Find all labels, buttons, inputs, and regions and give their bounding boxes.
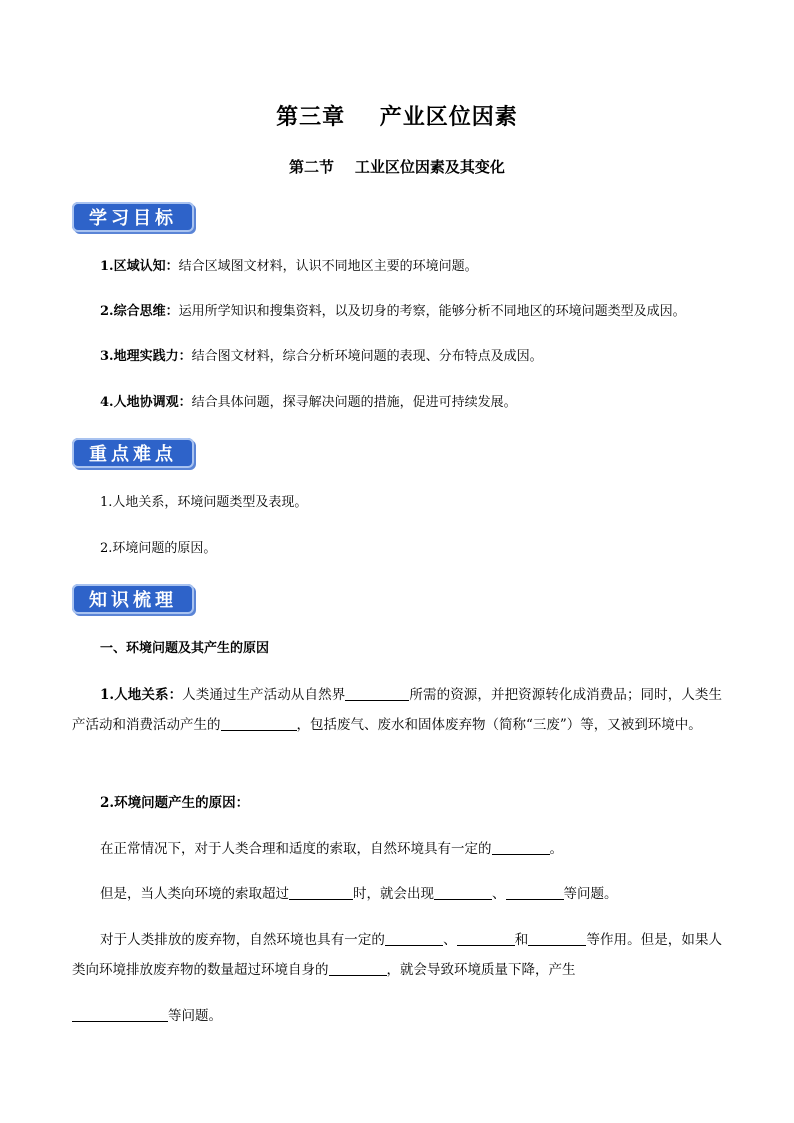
banner-key-points: 重点难点 xyxy=(72,438,194,468)
p2-text-c: 、 xyxy=(492,886,506,902)
knowledge-item-1 xyxy=(72,680,722,740)
p2-text-b: 时，就会出现 xyxy=(353,886,434,902)
goal-text: 结合图文材料，综合分析环境问题的表现、分布特点及成因。 xyxy=(191,349,543,364)
goal-text: 运用所学知识和搜集资料，以及切身的考察，能够分析不同地区的环境问题类型及成因。 xyxy=(178,304,686,319)
fill-blank[interactable] xyxy=(492,840,550,855)
fill-blank[interactable] xyxy=(221,716,297,731)
banner-knowledge: 知识梳理 xyxy=(72,584,194,614)
goal-label: 1.区域认知： xyxy=(100,259,179,274)
knowledge-heading: 一、环境问题及其产生的原因 xyxy=(100,641,270,656)
p3-text-a: 对于人类排放的废弃物，自然环境也具有一定的 xyxy=(100,932,385,948)
item1-text-b: 所需的资源，并把资源转化成消费品；同时，人类生产活动和消费活动产生的 xyxy=(72,687,723,733)
p2-text-d: 等问题。 xyxy=(563,886,618,902)
knowledge-item-2-label xyxy=(72,788,722,818)
fill-blank[interactable] xyxy=(329,961,387,976)
section-title: 第二节 工业区位因素及其变化 xyxy=(289,158,505,176)
key-point-1: 1.人地关系，环境问题类型及表现。 xyxy=(100,495,308,510)
fill-blank[interactable] xyxy=(457,931,515,946)
key-point-2: 2.环境问题的原因。 xyxy=(100,541,217,556)
banner-learning-goals: 学习目标 xyxy=(72,202,194,232)
goal-label: 2.综合思维： xyxy=(100,304,179,319)
p3-text-c: 和 xyxy=(514,932,529,948)
fill-blank[interactable] xyxy=(385,931,443,946)
goal-item-3 xyxy=(100,347,734,367)
goal-item-2 xyxy=(100,302,734,322)
item1-label: 1.人地关系： xyxy=(100,687,183,703)
item1-text-d: 到环境中。 xyxy=(634,717,702,733)
fill-blank[interactable] xyxy=(345,686,409,701)
p1-text-b: 。 xyxy=(549,841,563,857)
goal-item-4 xyxy=(100,393,734,413)
fill-blank[interactable] xyxy=(72,1007,168,1022)
fill-blank[interactable] xyxy=(506,885,564,900)
p3-text-d: 等作用。但是，如果人类向环境排放废弃物的数量超过环境自身的 xyxy=(72,932,723,978)
goal-text: 结合区域图文材料，认识不同地区主要的环境问题。 xyxy=(178,259,478,274)
p3-text-f: 等问题。 xyxy=(168,1008,222,1024)
goal-text: 结合具体问题，探寻解决问题的措施，促进可持续发展。 xyxy=(191,395,517,410)
fill-blank[interactable] xyxy=(289,885,353,900)
item1-text-c: ，包括废气、废水和固体废弃物（简称“三废”）等，又被 xyxy=(296,717,635,733)
reason-paragraph-3 xyxy=(72,925,722,1031)
reason-paragraph-1 xyxy=(72,834,722,864)
item1-text-a: 人类通过生产活动从自然界 xyxy=(182,687,346,703)
chapter-title: 第三章 产业区位因素 xyxy=(276,104,518,130)
fill-blank[interactable] xyxy=(434,885,492,900)
goal-item-1 xyxy=(100,257,734,277)
p3-text-e: ，就会导致环境质量下降，产生 xyxy=(386,962,576,978)
p2-text-a: 但是，当人类向环境的索取超过 xyxy=(100,886,289,902)
goal-label: 3.地理实践力： xyxy=(100,349,192,364)
p3-text-b: 、 xyxy=(443,932,457,948)
p1-text-a: 在正常情况下，对于人类合理和适度的索取，自然环境具有一定的 xyxy=(100,841,492,857)
fill-blank[interactable] xyxy=(528,931,586,946)
reason-paragraph-2 xyxy=(72,879,722,909)
item2-label: 2.环境问题产生的原因： xyxy=(100,795,250,811)
goal-label: 4.人地协调观： xyxy=(100,395,192,410)
